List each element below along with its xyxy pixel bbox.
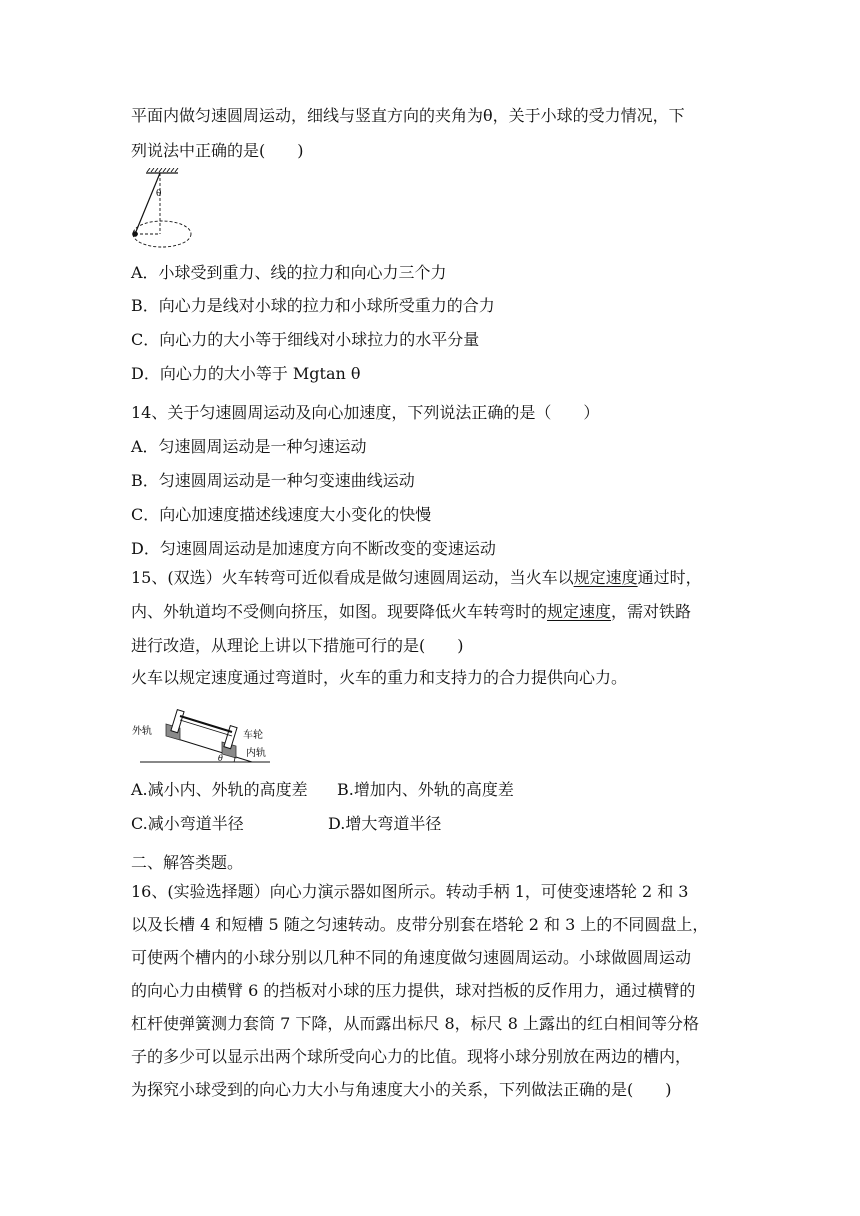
- q16-line: 16、(实验选择题）向心力演示器如图所示。转动手柄 1，可使变速塔轮 2 和 3: [131, 882, 689, 901]
- conical-pendulum-figure: [126, 168, 198, 252]
- rail-theta-label: θ: [218, 754, 223, 763]
- q13-stem-line1: 平面内做匀速圆周运动，细线与竖直方向的夹角为θ，关于小球的受力情况，下: [131, 106, 685, 125]
- inner-rail-label: 内轨: [246, 748, 266, 759]
- pendulum-theta-label: θ: [156, 189, 162, 199]
- q15-stem-line1: 15、(双选）火车转弯可近似看成是做匀速圆周运动，当火车以规定速度通过时，: [131, 568, 702, 587]
- q16-line: 的向心力由横臂 6 的挡板对小球的压力提供，球对挡板的反作用力，通过横臂的: [131, 981, 696, 1000]
- section-heading: 二、解答类题。: [131, 853, 244, 872]
- q14-option-d: D．匀速圆周运动是加速度方向不断改变的变速运动: [131, 539, 496, 558]
- q15-note: 火车以规定速度通过弯道时，火车的重力和支持力的合力提供向心力。: [131, 668, 628, 687]
- q15-stem-line2: 内、外轨道均不受侧向挤压，如图。现要降低火车转弯时的规定速度，需对铁路: [131, 602, 692, 621]
- q15-option-b: B.增加内、外轨的高度差: [337, 780, 514, 799]
- q16-line: 杠杆使弹簧测力套筒 7 下降，从而露出标尺 8，标尺 8 上露出的红白相间等分格: [131, 1014, 699, 1033]
- railway-curve-figure: [130, 700, 276, 768]
- q14-option-b: B．匀速圆周运动是一种匀变速曲线运动: [131, 471, 415, 490]
- q13-option-c: C．向心力的大小等于细线对小球拉力的水平分量: [131, 330, 480, 349]
- q15-option-d: D.增大弯道半径: [328, 814, 442, 833]
- q16-line: 可使两个槽内的小球分别以几种不同的角速度做匀速圆周运动。小球做圆周运动: [131, 948, 692, 967]
- q13-option-a: A．小球受到重力、线的拉力和向心力三个力: [131, 263, 447, 282]
- q14-option-a: A．匀速圆周运动是一种匀速运动: [131, 437, 367, 456]
- wheel-label: 车轮: [243, 730, 263, 741]
- q15-option-a: A.减小内、外轨的高度差: [131, 780, 308, 799]
- q15-underlined-term: 规定速度: [573, 568, 638, 587]
- q15-underlined-term: 规定速度: [547, 602, 612, 621]
- q14-stem: 14、关于匀速圆周运动及向心加速度，下列说法正确的是（ ）: [131, 403, 600, 422]
- q15-stem-line3: 进行改造，从理论上讲以下措施可行的是( ): [131, 636, 464, 655]
- q16-line: 以及长槽 4 和短槽 5 随之匀速转动。皮带分别套在塔轮 2 和 3 上的不同圆盘上，: [131, 915, 709, 934]
- q16-line: 为探究小球受到的向心力大小与角速度大小的关系，下列做法正确的是( ): [131, 1080, 672, 1099]
- q13-option-b: B．向心力是线对小球的拉力和小球所受重力的合力: [131, 296, 495, 315]
- q15-option-c: C.减小弯道半径: [131, 814, 244, 833]
- q13-stem-line2: 列说法中正确的是( ): [131, 141, 304, 160]
- q16-line: 子的多少可以显示出两个球所受向心力的比值。现将小球分别放在两边的槽内，: [131, 1047, 692, 1066]
- q14-option-c: C．向心加速度描述线速度大小变化的快慢: [131, 505, 432, 524]
- outer-rail-label: 外轨: [132, 726, 152, 737]
- q13-option-d: D．向心力的大小等于 Mgtan θ: [131, 364, 361, 383]
